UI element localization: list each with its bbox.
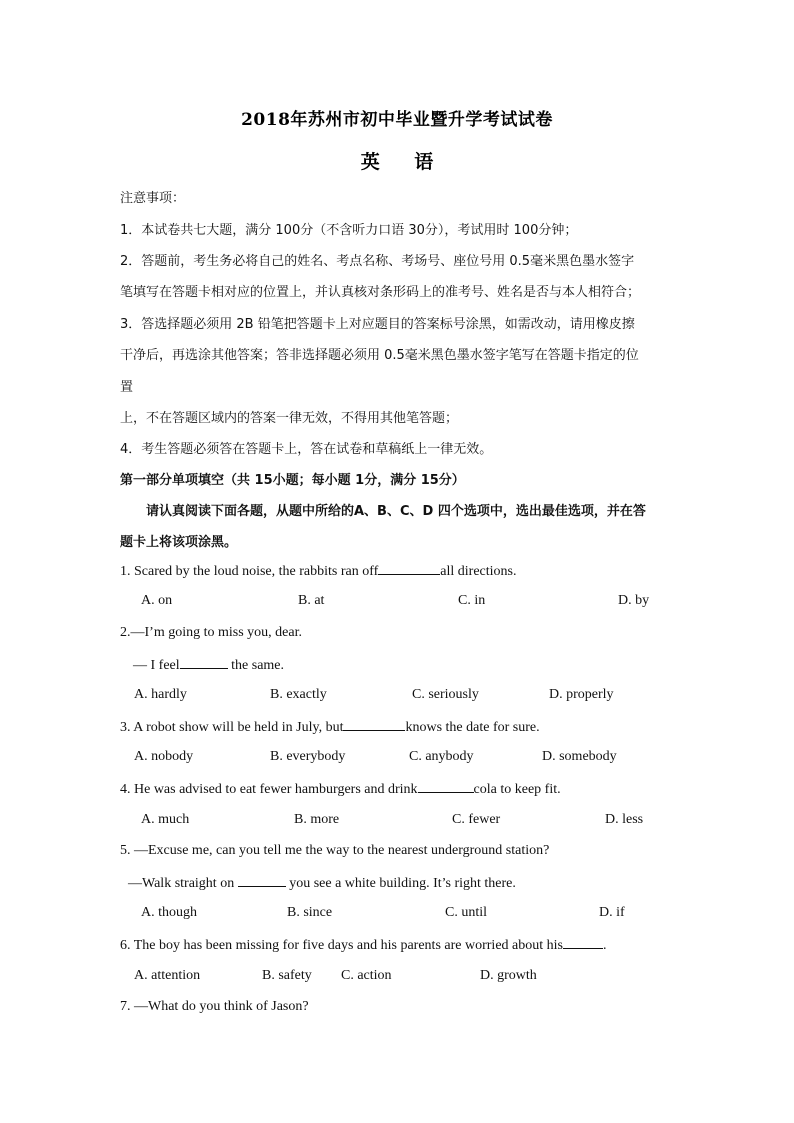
- notice-item: 干净后，再选涂其他答案；答非选择题必须用 0.5毫米黑色墨水签字笔写在答题卡指定的位: [120, 348, 639, 363]
- question-5-line1: 5. —Excuse me, can you tell me the way to the nearest underground station?: [120, 843, 550, 858]
- answer-blank: [343, 718, 405, 731]
- question-stem: 4. He was advised to eat fewer hamburgers and drink: [120, 782, 418, 797]
- option-d: D. somebody: [542, 749, 617, 764]
- answer-blank: [180, 656, 228, 669]
- question-stem: — I feel: [133, 658, 180, 673]
- notice-item: 笔填写在答题卡相对应的位置上，并认真核对条形码上的准考号、姓名是否与本人相符合；: [120, 285, 641, 300]
- option-b: B. safety: [262, 968, 312, 983]
- option-c: C. action: [341, 968, 392, 983]
- question-1: [120, 562, 680, 580]
- answer-blank: [418, 780, 474, 793]
- option-d: D. growth: [480, 968, 537, 983]
- notice-heading: 注意事项：: [120, 191, 186, 206]
- option-b: B. at: [298, 593, 325, 608]
- question-2-line1: 2.—I’m going to miss you, dear.: [120, 625, 302, 640]
- answer-blank: [378, 562, 440, 575]
- subject-title: 英 语: [360, 151, 448, 173]
- question-5-line2: [128, 874, 688, 892]
- notice-item: 置: [120, 380, 134, 395]
- option-b: B. exactly: [270, 687, 327, 702]
- option-c: C. until: [445, 905, 488, 920]
- question-stem: 6. The boy has been missing for five days and his parents are worried about his: [120, 938, 563, 953]
- option-a: A. attention: [134, 968, 201, 983]
- question-4: [120, 780, 680, 798]
- section-instruction: 题卡上将该项涂黑。: [120, 535, 238, 550]
- question-2-line2: [133, 656, 693, 674]
- notice-item: 上，不在答题区域内的答案一律无效，不得用其他笔答题；: [120, 411, 459, 426]
- section-instruction: 请认真阅读下面各题，从题中所给的A、B、C、D 四个选项中，选出最佳选项，并在答: [146, 504, 646, 519]
- answer-blank: [238, 874, 286, 887]
- option-c: C. seriously: [412, 687, 479, 702]
- option-b: B. since: [287, 905, 333, 920]
- option-b: B. more: [294, 812, 340, 827]
- option-a: A. much: [141, 812, 190, 827]
- option-a: A. on: [141, 593, 173, 608]
- question-stem: —Walk straight on: [128, 876, 238, 891]
- notice-item: 2．答题前，考生务必将自己的姓名、考点名称、考场号、座位号用 0.5毫米黑色墨水签字: [120, 254, 635, 269]
- option-a: A. nobody: [134, 749, 194, 764]
- question-stem: cola to keep fit.: [473, 782, 561, 797]
- option-d: D. by: [618, 593, 650, 608]
- question-stem: .: [602, 938, 607, 953]
- option-c: C. fewer: [452, 812, 501, 827]
- option-d: D. properly: [549, 687, 614, 702]
- exam-title: 2018年苏州市初中毕业暨升学考试试卷: [241, 110, 553, 130]
- option-a: A. though: [141, 905, 197, 920]
- option-c: C. in: [458, 593, 486, 608]
- question-stem: the same.: [227, 658, 285, 673]
- question-stem: knows the date for sure.: [405, 720, 540, 735]
- question-stem: 3. A robot show will be held in July, but: [120, 720, 344, 735]
- question-7-line1: 7. —What do you think of Jason?: [120, 999, 309, 1014]
- notice-item: 3．答选择题必须用 2B 铅笔把答题卡上对应题目的答案标号涂黑，如需改动，请用橡皮擦: [120, 317, 635, 332]
- question-stem: you see a white building. It’s right there.: [285, 876, 516, 891]
- notice-item: 4．考生答题必须答在答题卡上，答在试卷和草稿纸上一律无效。: [120, 442, 493, 457]
- option-d: D. less: [605, 812, 644, 827]
- option-d: D. if: [599, 905, 625, 920]
- section-title: 第一部分单项填空（共 15小题；每小题 1分，满分 15分）: [120, 473, 465, 488]
- question-stem: 1. Scared by the loud noise, the rabbits ran off: [120, 564, 379, 579]
- option-c: C. anybody: [409, 749, 474, 764]
- option-a: A. hardly: [134, 687, 187, 702]
- answer-blank: [563, 936, 603, 949]
- question-6: [120, 936, 680, 954]
- option-b: B. everybody: [270, 749, 346, 764]
- notice-item: 1．本试卷共七大题，满分 100分（不含听力口语 30分），考试用时 100分钟；: [120, 223, 578, 238]
- question-3: [120, 718, 680, 736]
- question-stem: all directions.: [440, 564, 517, 579]
